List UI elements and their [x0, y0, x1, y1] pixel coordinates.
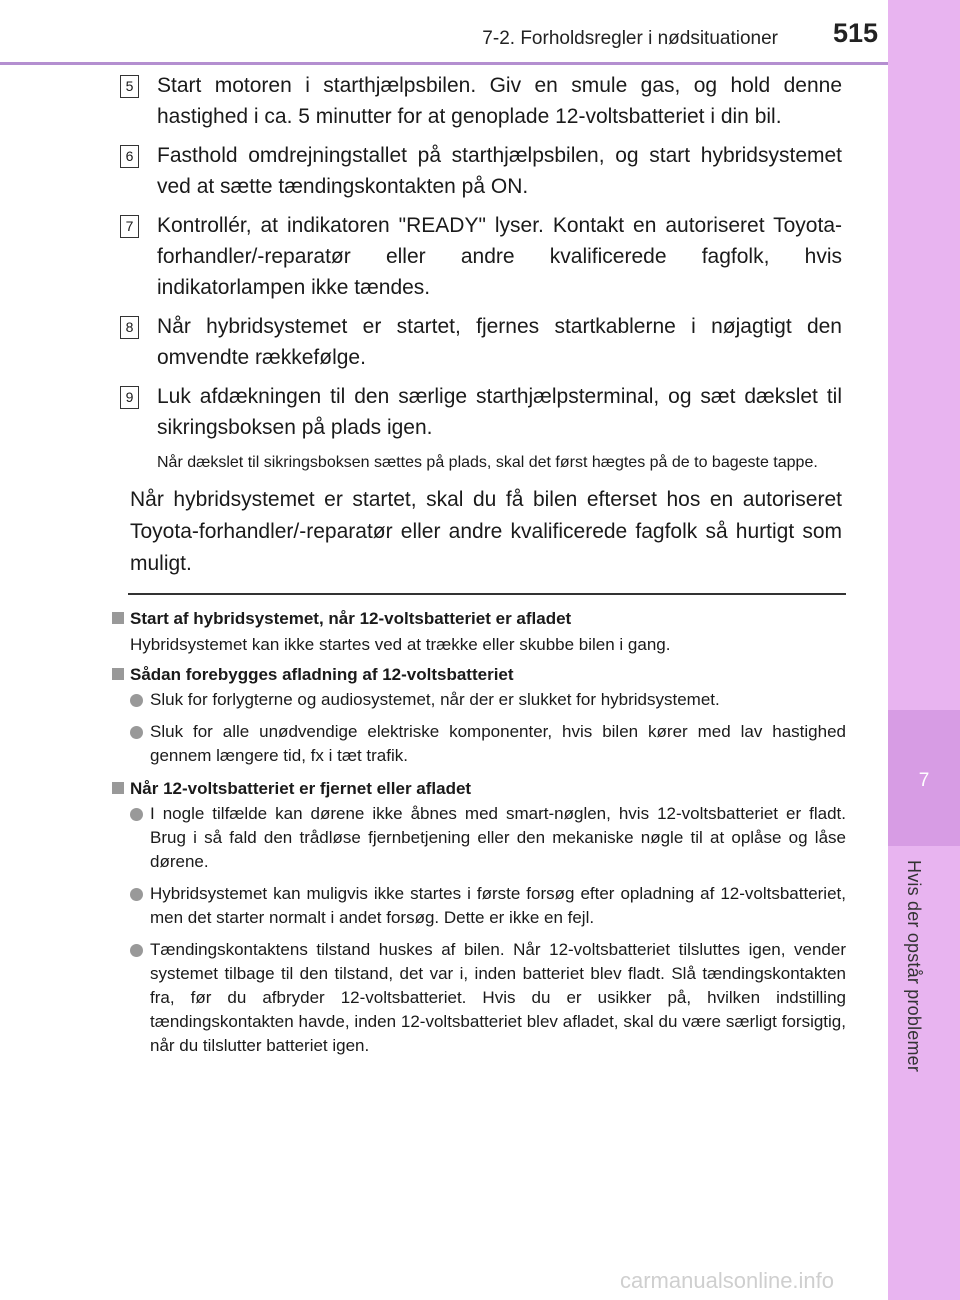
- page-header: [0, 0, 888, 62]
- bullet-text: Sluk for forlygterne og audiosystemet, når der er slukket for hybridsystemet.: [150, 690, 720, 709]
- step-5: [120, 70, 842, 132]
- info-title-prevent: [112, 662, 846, 688]
- step-text: Kontrollér, at indikatoren "READY" lyser. Kontakt en autoriseret Toyota-forhandler/-reparatør eller andre kvalificerede fagfolk, hvis indikatorlampen ikke tændes.: [157, 214, 842, 299]
- step-number: 7: [120, 215, 139, 238]
- round-bullet-icon: [130, 726, 143, 739]
- step-number: 5: [120, 75, 139, 98]
- bullet-item: [112, 688, 846, 712]
- step-8: [120, 311, 842, 373]
- header-rule: [0, 62, 888, 65]
- info-title-text: Start af hybridsystemet, når 12-voltsbatteriet er afladet: [130, 609, 572, 628]
- chapter-tab: [888, 0, 960, 1300]
- bullet-text: Hybridsystemet kan muligvis ikke startes i første forsøg efter opladning af 12-voltsbatteriet, men det starter normalt i andet forsøg. Dette er ikke en fejl.: [150, 884, 846, 927]
- chapter-title: Hvis der opstår problemer: [904, 860, 924, 1073]
- page-number: 515: [832, 18, 878, 48]
- info-title-removed: [112, 776, 846, 802]
- step-6: [120, 140, 842, 202]
- bullet-item: [112, 938, 846, 1058]
- bullet-item: [112, 720, 846, 768]
- info-title-text: Sådan forebygges afladning af 12-voltsbatteriet: [130, 665, 514, 684]
- round-bullet-icon: [130, 888, 143, 901]
- step-number: 6: [120, 145, 139, 168]
- square-bullet-icon: [112, 782, 124, 794]
- info-title-text: Når 12-voltsbatteriet er fjernet eller afladet: [130, 779, 472, 798]
- bullet-text: Tændingskontaktens tilstand huskes af bilen. Når 12-voltsbatteriet tilsluttes igen, vender systemet tilbage til den tilstand, det var i, inden batteriet blev fladt. Slå tændingskontakten fra, før du afbryder 12-voltsbatteriet. Hvis du er usikker på, hvilken indstilling tændingskontakten havde, inden 12-voltsbatteriet blev afladet, skal du være særligt forsigtig, når du tilslutter batteriet igen.: [150, 940, 846, 1055]
- round-bullet-icon: [130, 808, 143, 821]
- after-start-text: Når hybridsystemet er startet, skal du få bilen efterset hos en autoriseret Toyota-forhandler/-reparatør eller andre kvalificerede fagfolk så hurtigt som muligt.: [130, 488, 842, 575]
- step-9: [120, 381, 842, 443]
- section-divider: [128, 593, 846, 595]
- step-text: Når hybridsystemet er startet, fjernes startkablerne i nøjagtigt den omvendte rækkefølge.: [157, 315, 842, 369]
- round-bullet-icon: [130, 694, 143, 707]
- square-bullet-icon: [112, 612, 124, 624]
- round-bullet-icon: [130, 944, 143, 957]
- steps-list: [120, 70, 842, 580]
- step-number: 9: [120, 386, 139, 409]
- bullet-item: [112, 882, 846, 930]
- bullet-text: Sluk for alle unødvendige elektriske komponenter, hvis bilen kører med lav hastighed gennem længere tid, fx i tæt trafik.: [150, 722, 846, 765]
- step-text: Start motoren i starthjælpsbilen. Giv en smule gas, og hold denne hastighed i ca. 5 minutter for at genoplade 12-voltsbatteriet i din bil.: [157, 74, 842, 128]
- bullet-text: I nogle tilfælde kan dørene ikke åbnes med smart-nøglen, hvis 12-voltsbatteriet er fladt. Brug i så fald den trådløse fjernbetjening eller den mekaniske nøgle til at oplåse og låse dørene.: [150, 804, 846, 871]
- bullet-item: [112, 802, 846, 874]
- step-text: Luk afdækningen til den særlige starthjælpsterminal, og sæt dækslet til sikringsboksen på plads igen.: [157, 385, 842, 439]
- watermark: carmanualsonline.info: [620, 1268, 835, 1293]
- step-text: Fasthold omdrejningstallet på starthjælpsbilen, og start hybridsystemet ved at sætte tændingskontakten på ON.: [157, 144, 842, 198]
- info-section: [112, 602, 846, 1066]
- chapter-number: 7: [888, 710, 960, 846]
- step-number: 8: [120, 316, 139, 339]
- step-7: [120, 210, 842, 303]
- section-title: 7-2. Forholdsregler i nødsituationer: [482, 28, 778, 49]
- square-bullet-icon: [112, 668, 124, 680]
- step-note: Når dækslet til sikringsboksen sættes på plads, skal det først hægtes på de to bageste tappe.: [157, 454, 818, 471]
- info-text: Hybridsystemet kan ikke startes ved at trække eller skubbe bilen i gang.: [130, 635, 671, 654]
- info-title-start: [112, 606, 846, 632]
